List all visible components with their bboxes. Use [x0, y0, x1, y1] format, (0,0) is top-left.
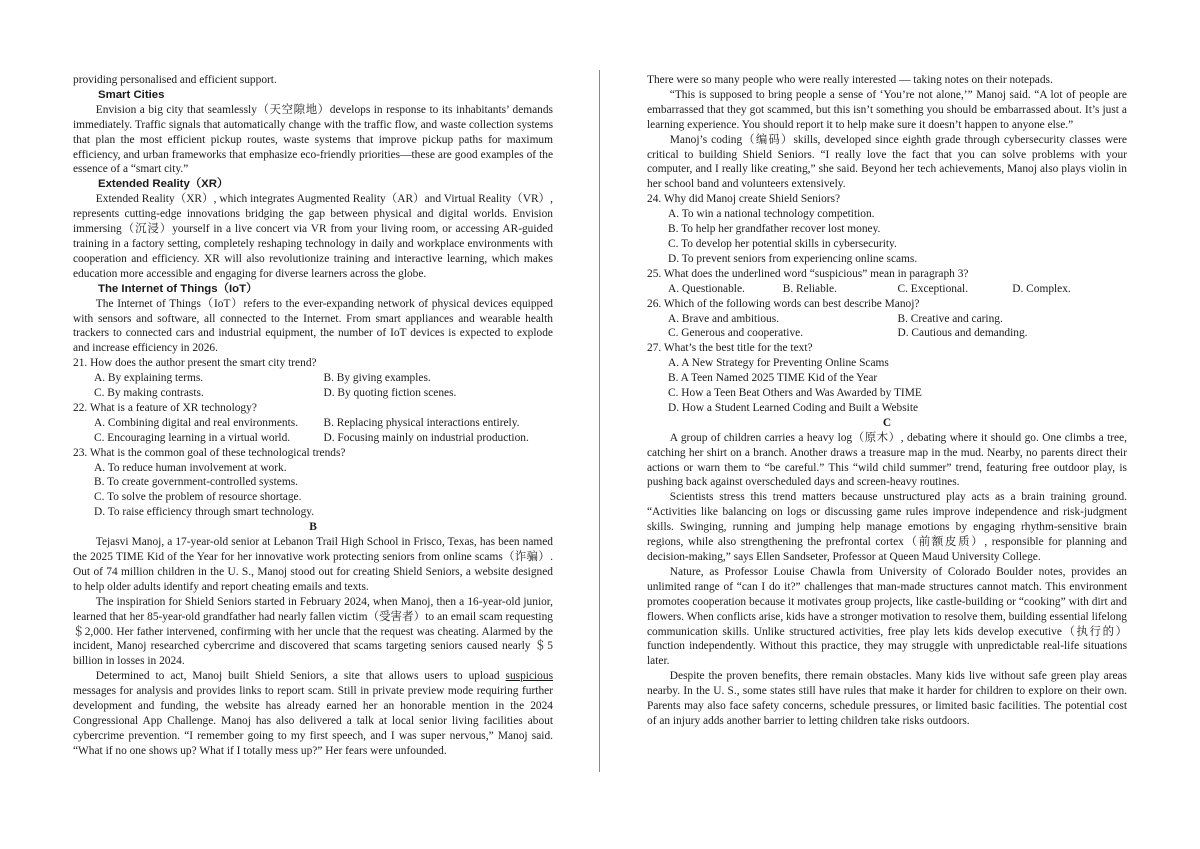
option-d: D. How a Student Learned Coding and Built a Website	[668, 401, 919, 414]
option-a: A. To win a national technology competition.	[668, 208, 875, 221]
option-b: B. A Teen Named 2025 TIME Kid of the Year	[668, 372, 878, 385]
option-d: D. To prevent seniors from experiencing online scams.	[668, 252, 918, 265]
column-divider	[599, 70, 600, 772]
left-column	[73, 73, 553, 759]
question-24	[647, 192, 1127, 267]
question-stem: 25. What does the underlined word “suspicious” mean in paragraph 3?	[647, 267, 969, 280]
passage-c-paragraph-1: A group of children carries a heavy log（原木）, debating where it should go. One climbs a tree, catching her shirt on a branch. Another draws a treasure map in the mud. Nearby, no parents direct their actions or warn them to “be careful.” This “wild child summer” trend, featuring free outdoor play, is pushing back against overscheduled days and screen-heavy routines.	[647, 431, 1127, 489]
passage-b-paragraph-5: “This is supposed to bring people a sense of ‘You’re not alone,’” Manoj said. “A lot of people are embarrassed that they got scammed, but this isn’t something you should be embarrassed about. It’s just a learning experience. You should report it to help make sure it doesn’t happen to anyone else.”	[647, 88, 1127, 131]
option-a: A. Brave and ambitious.	[668, 312, 780, 325]
passage-b-paragraph-6: Manoj’s coding（编码）skills, developed since eighth grade through cybersecurity classes were critical to building Shield Seniors. “I really love the fact that you can solve problems with your computer, and I really like creating,” she said. Beyond her tech achievements, Manoj also plays violin in her school band and volunteers extensively.	[647, 133, 1127, 191]
question-stem: 24. Why did Manoj create Shield Seniors?	[647, 193, 841, 206]
intro-tail: providing personalised and efficient support.	[73, 74, 277, 86]
option-c: C. To develop her potential skills in cybersecurity.	[668, 237, 897, 250]
iot-heading: The Internet of Things（IoT）	[98, 282, 258, 295]
passage-c-paragraph-4: Despite the proven benefits, there remain obstacles. Many kids live without safe green play areas nearby. In the U. S., some states still have rules that make it harder for children to explore on their own. Parents may also face safety concerns, schedule pressures, or limited basic facilities. The potential cost of an injury adds another barrier to letting children take risks outdoors.	[647, 670, 1127, 727]
xr-heading: Extended Reality（XR）	[98, 178, 229, 191]
option-d: D. Complex.	[1012, 282, 1071, 295]
option-c: C. To solve the problem of resource shortage.	[94, 491, 302, 504]
option-b: B. By giving examples.	[323, 372, 431, 385]
xr-paragraph: Extended Reality（XR）, which integrates Augmented Reality（AR）and Virtual Reality（VR）, represents cutting-edge innovations bridging the gap between physical and digital worlds. Envision immersing（沉浸）yourself in a live concert via VR from your living room, or accessing AR-guided training in a factory setting, completely reshaping technology in daily and workplace environments with cooperation and efficiency. XR will also revolutionize training and interactive learning, which makes education more accessible and engaging for diverse learners across the globe.	[73, 193, 553, 280]
question-stem: 26. Which of the following words can best describe Manoj?	[647, 297, 920, 310]
passage-b-paragraph-2: The inspiration for Shield Seniors started in February 2024, when Manoj, then a 16-year-old junior, learned that her 85-year-old grandfather had nearly fallen victim（受害者）to an email scam requesting ＄2,000. Her father intervened, confirming with her uncle that the request was cheating. Alarmed by the incident, Manoj researched cybercrime and discovered that scams targeting seniors caused nearly ＄5 billion in losses in 2024.	[73, 595, 553, 668]
passage-c-paragraph-3: Nature, as Professor Louise Chawla from University of Colorado Boulder notes, provides an unlimited range of “can I do it?” challenges that man-made structures cannot match. This environment promotes cooperation because it motivates group projects, like castle-building or “cooking” with dirt and flowers. When conflicts arise, kids have a stronger motivation to resolve them, building essential lifelong communication skills. Unlike structured activities, free play lets kids develop executive（执行的）function independently. Without this practice, they may struggle with unpredictable real-life situations later.	[647, 565, 1127, 668]
option-d: D. To raise efficiency through smart technology.	[94, 506, 315, 519]
option-b: B. Replacing physical interactions entirely.	[323, 416, 520, 429]
question-stem: 23. What is the common goal of these technological trends?	[73, 446, 346, 459]
option-c: C. Encouraging learning in a virtual world.	[94, 431, 291, 444]
passage-b-paragraph-3: Determined to act, Manoj built Shield Seniors, a site that allows users to upload suspicious messages for analysis and provides links to report scam. Still in private preview mode requiring further development and funding, the website has already earned her an honorable mention in the 2024 Congressional App Challenge. Manoj has also delivered a talk at local senior living facilities about cybercrime prevention. “I remember going to my first speech, and I was super nervous,” Manoj said. “What if no one shows up? What if I totally mess up?” Her fears were unfounded.	[73, 670, 553, 757]
passage-b-paragraph-4: There were so many people who were really interested — taking notes on their notepads.	[647, 74, 1053, 86]
option-a: A. A New Strategy for Preventing Online Scams	[668, 357, 889, 370]
option-c: C. Generous and cooperative.	[668, 327, 804, 340]
question-stem: 27. What’s the best title for the text?	[647, 342, 813, 355]
smart-cities-paragraph: Envision a big city that seamlessly（天空隙地）develops in response to its inhabitants’ demands immediately. Traffic signals that automatically change with the traffic flow, and waste collection systems that plan the most efficient pickup routes, waste systems that improve pickup paths for maximum efficiency, and urban frameworks that emphasize eco-friendly priorities—these are good examples of the essence of a “smart city.”	[73, 103, 553, 176]
question-21	[73, 356, 553, 401]
option-a: A. To reduce human involvement at work.	[94, 461, 287, 474]
option-d: D. Focusing mainly on industrial production.	[323, 431, 529, 444]
question-27	[647, 341, 1127, 416]
option-b: B. To create government-controlled systems.	[94, 476, 298, 489]
smart-cities-heading: Smart Cities	[98, 88, 165, 101]
option-c: C. By making contrasts.	[94, 387, 204, 400]
option-b: B. To help her grandfather recover lost money.	[668, 223, 881, 236]
question-23	[73, 446, 553, 521]
option-c: C. Exceptional.	[897, 282, 969, 295]
option-b: B. Reliable.	[782, 282, 837, 295]
iot-paragraph: The Internet of Things（IoT）refers to the ever-expanding network of physical devices equipped with sensors and software, all connected to the Internet. From smart appliances and wearable health trackers to connected cars and industrial equipment, the number of IoT devices is expected to explode and increase efficiency in 2026.	[73, 297, 553, 355]
option-a: A. By explaining terms.	[94, 372, 204, 385]
question-25	[647, 267, 1127, 297]
option-b: B. Creative and caring.	[897, 312, 1003, 325]
passage-b-paragraph-1: Tejasvi Manoj, a 17-year-old senior at Lebanon Trail High School in Frisco, Texas, has been named the 2025 TIME Kid of the Year for her innovative work protecting seniors from online scams（诈骗）. Out of 74 million children in the U. S., Manoj stood out for creating Shield Seniors, a website designed to help older adults identify and report cheating emails and texts.	[73, 536, 553, 593]
option-d: D. Cautious and demanding.	[897, 327, 1028, 340]
underlined-word-suspicious: suspicious	[505, 670, 553, 683]
option-a: A. Combining digital and real environments.	[94, 416, 299, 429]
right-column	[647, 73, 1127, 729]
option-a: A. Questionable.	[668, 282, 745, 295]
option-d: D. By quoting fiction scenes.	[323, 387, 457, 400]
question-stem: 21. How does the author present the smart city trend?	[73, 357, 317, 370]
section-b-label: B	[309, 521, 317, 534]
section-c-label: C	[882, 416, 892, 429]
option-c: C. How a Teen Beat Others and Was Awarded by TIME	[668, 387, 922, 400]
question-22	[73, 401, 553, 446]
question-stem: 22. What is a feature of XR technology?	[73, 401, 257, 414]
question-26	[647, 297, 1127, 342]
passage-c-paragraph-2: Scientists stress this trend matters because unstructured play acts as a brain training ground. “Activities like balancing on logs or discussing game rules improve independence and risk-judgment skills. Swinging, running and jumping help manage emotions by engaging rhythm-sensitive brain regions, while also strengthening the prefrontal cortex（前额皮质）, responsible for planning and decision-making,” says Ellen Sandseter, Professor at Queen Maud University College.	[647, 491, 1127, 563]
